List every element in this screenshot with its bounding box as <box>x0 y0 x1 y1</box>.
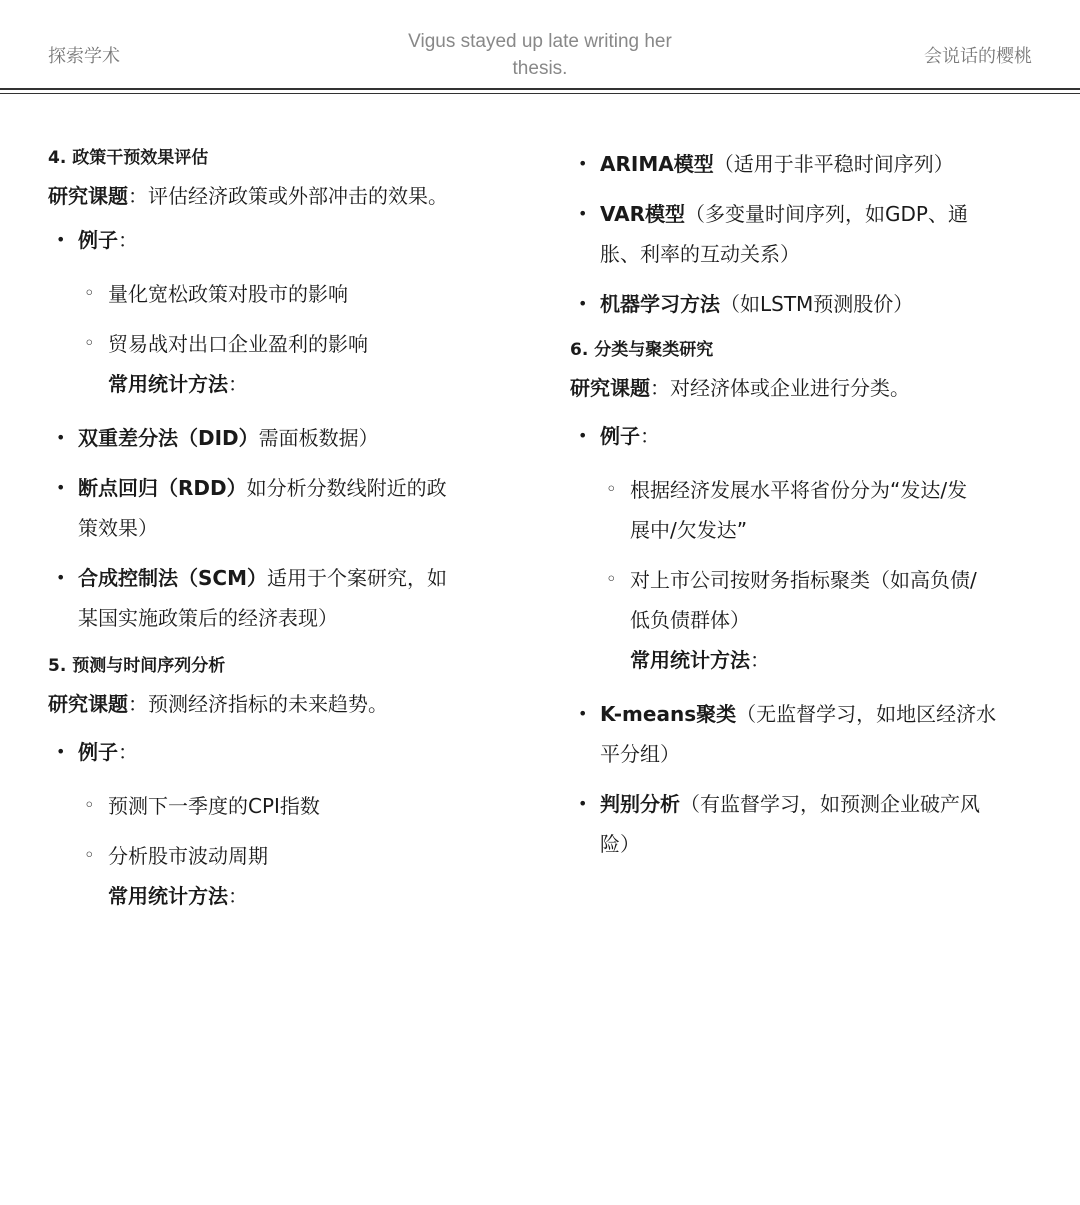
section-4-examples <box>48 274 518 404</box>
topic-text: ：评估经济政策或外部冲击的效果。 <box>128 184 448 208</box>
list-item <box>48 836 518 916</box>
example-text: ◦ 贸易战对出口企业盈利的影响 <box>108 332 368 356</box>
methods-heading <box>108 876 518 916</box>
section-5-list <box>48 732 518 772</box>
methods-heading <box>108 364 518 404</box>
methods-label: 常用统计方法 <box>108 884 228 908</box>
section-5-topic <box>48 690 518 718</box>
method-desc: （多变量时间序列，如GDP、通 <box>685 202 968 226</box>
section-6-list <box>570 416 1040 456</box>
method-desc: （有监督学习，如预测企业破产风 <box>680 792 980 816</box>
example-label: 例子 <box>600 424 640 448</box>
section-4-methods <box>48 418 518 638</box>
example-text: 对上市公司按财务指标聚类（如高负债/ <box>630 568 977 592</box>
list-item <box>48 732 518 772</box>
list-item <box>570 784 1040 864</box>
colon: ： <box>228 372 248 396</box>
topic-label: 研究课题 <box>570 376 650 400</box>
topic-text: ：对经济体或企业进行分类。 <box>650 376 910 400</box>
list-item <box>48 418 518 458</box>
method-desc-cont: 胀、利率的互动关系） <box>600 242 800 266</box>
section-6-examples <box>570 470 1040 680</box>
colon: ： <box>228 884 248 908</box>
method-desc-cont: 某国实施政策后的经济表现） <box>78 606 338 630</box>
list-item <box>48 468 518 548</box>
list-item <box>48 220 518 260</box>
method-name: VAR模型 <box>600 202 685 226</box>
colon: ： <box>118 740 138 764</box>
colon: ： <box>118 228 138 252</box>
list-item <box>48 558 518 638</box>
example-label: 例子 <box>78 228 118 252</box>
colon: ： <box>640 424 660 448</box>
method-desc-cont: 策效果） <box>78 516 158 540</box>
header-left-label: 探索学术 <box>48 46 120 67</box>
method-desc: （适用于非平稳时间序列） <box>713 152 954 176</box>
list-item <box>570 694 1040 774</box>
topic-text: ：预测经济指标的未来趋势。 <box>128 692 388 716</box>
methods-label: 常用统计方法 <box>108 372 228 396</box>
method-name: 断点回归（RDD） <box>78 476 247 500</box>
methods-heading <box>630 640 1040 680</box>
method-desc: 适用于个案研究，如 <box>266 566 447 590</box>
list-item: ◦ 预测下一季度的CPI指数 <box>48 786 518 826</box>
example-text-cont: 展中/欠发达” <box>630 518 748 542</box>
section-5-methods <box>570 144 1040 324</box>
example-text: ◦ 分析股市波动周期 <box>108 844 268 868</box>
list-item <box>570 284 1040 324</box>
topic-label: 研究课题 <box>48 692 128 716</box>
header-right-label: 会说话的樱桃 <box>924 46 1032 67</box>
example-text-cont: 低负债群体） <box>630 608 750 632</box>
section-4-topic <box>48 182 518 210</box>
method-name: 合成控制法（SCM） <box>78 566 267 590</box>
right-column <box>570 140 1040 864</box>
left-column <box>48 140 518 916</box>
list-item <box>570 416 1040 456</box>
section-6-title: 6. 分类与聚类研究 <box>570 340 714 360</box>
list-item <box>570 194 1040 274</box>
header-center-line1: Vigus stayed up late writing her <box>408 31 672 52</box>
method-desc: （如LSTM预测股价） <box>720 292 914 316</box>
example-text: 根据经济发展水平将省份分为“发达/发 <box>630 478 968 502</box>
method-desc-cont: 险） <box>600 832 640 856</box>
colon: ： <box>750 648 770 672</box>
list-item: ◦ 量化宽松政策对股市的影响 <box>48 274 518 314</box>
list-item <box>570 144 1040 184</box>
method-desc-cont: 平分组） <box>600 742 680 766</box>
section-4-title: 4. 政策干预效果评估 <box>48 148 209 168</box>
header-center-caption <box>390 28 690 82</box>
method-desc: 需面板数据） <box>258 426 379 450</box>
section-5-title: 5. 预测与时间序列分析 <box>48 656 226 676</box>
method-desc: 如分析分数线附近的政 <box>246 476 447 500</box>
header-divider-thin <box>0 93 1080 94</box>
method-desc: （无监督学习，如地区经济水 <box>736 702 997 726</box>
section-6-methods <box>570 694 1040 864</box>
methods-label: 常用统计方法 <box>630 648 750 672</box>
method-name: 判别分析 <box>600 792 680 816</box>
method-name: 双重差分法（DID） <box>78 426 259 450</box>
header-center-line2: thesis. <box>512 58 568 79</box>
page-header <box>0 0 1080 88</box>
topic-label: 研究课题 <box>48 184 128 208</box>
section-4-list <box>48 220 518 260</box>
method-name: 机器学习方法 <box>600 292 720 316</box>
section-6-topic <box>570 374 1040 402</box>
header-divider-thick <box>0 88 1080 90</box>
list-item <box>570 470 1040 550</box>
section-5-examples <box>48 786 518 916</box>
method-name: ARIMA模型 <box>600 152 714 176</box>
list-item <box>48 324 518 404</box>
method-name: K-means聚类 <box>600 702 737 726</box>
list-item <box>570 560 1040 680</box>
example-label: 例子 <box>78 740 118 764</box>
